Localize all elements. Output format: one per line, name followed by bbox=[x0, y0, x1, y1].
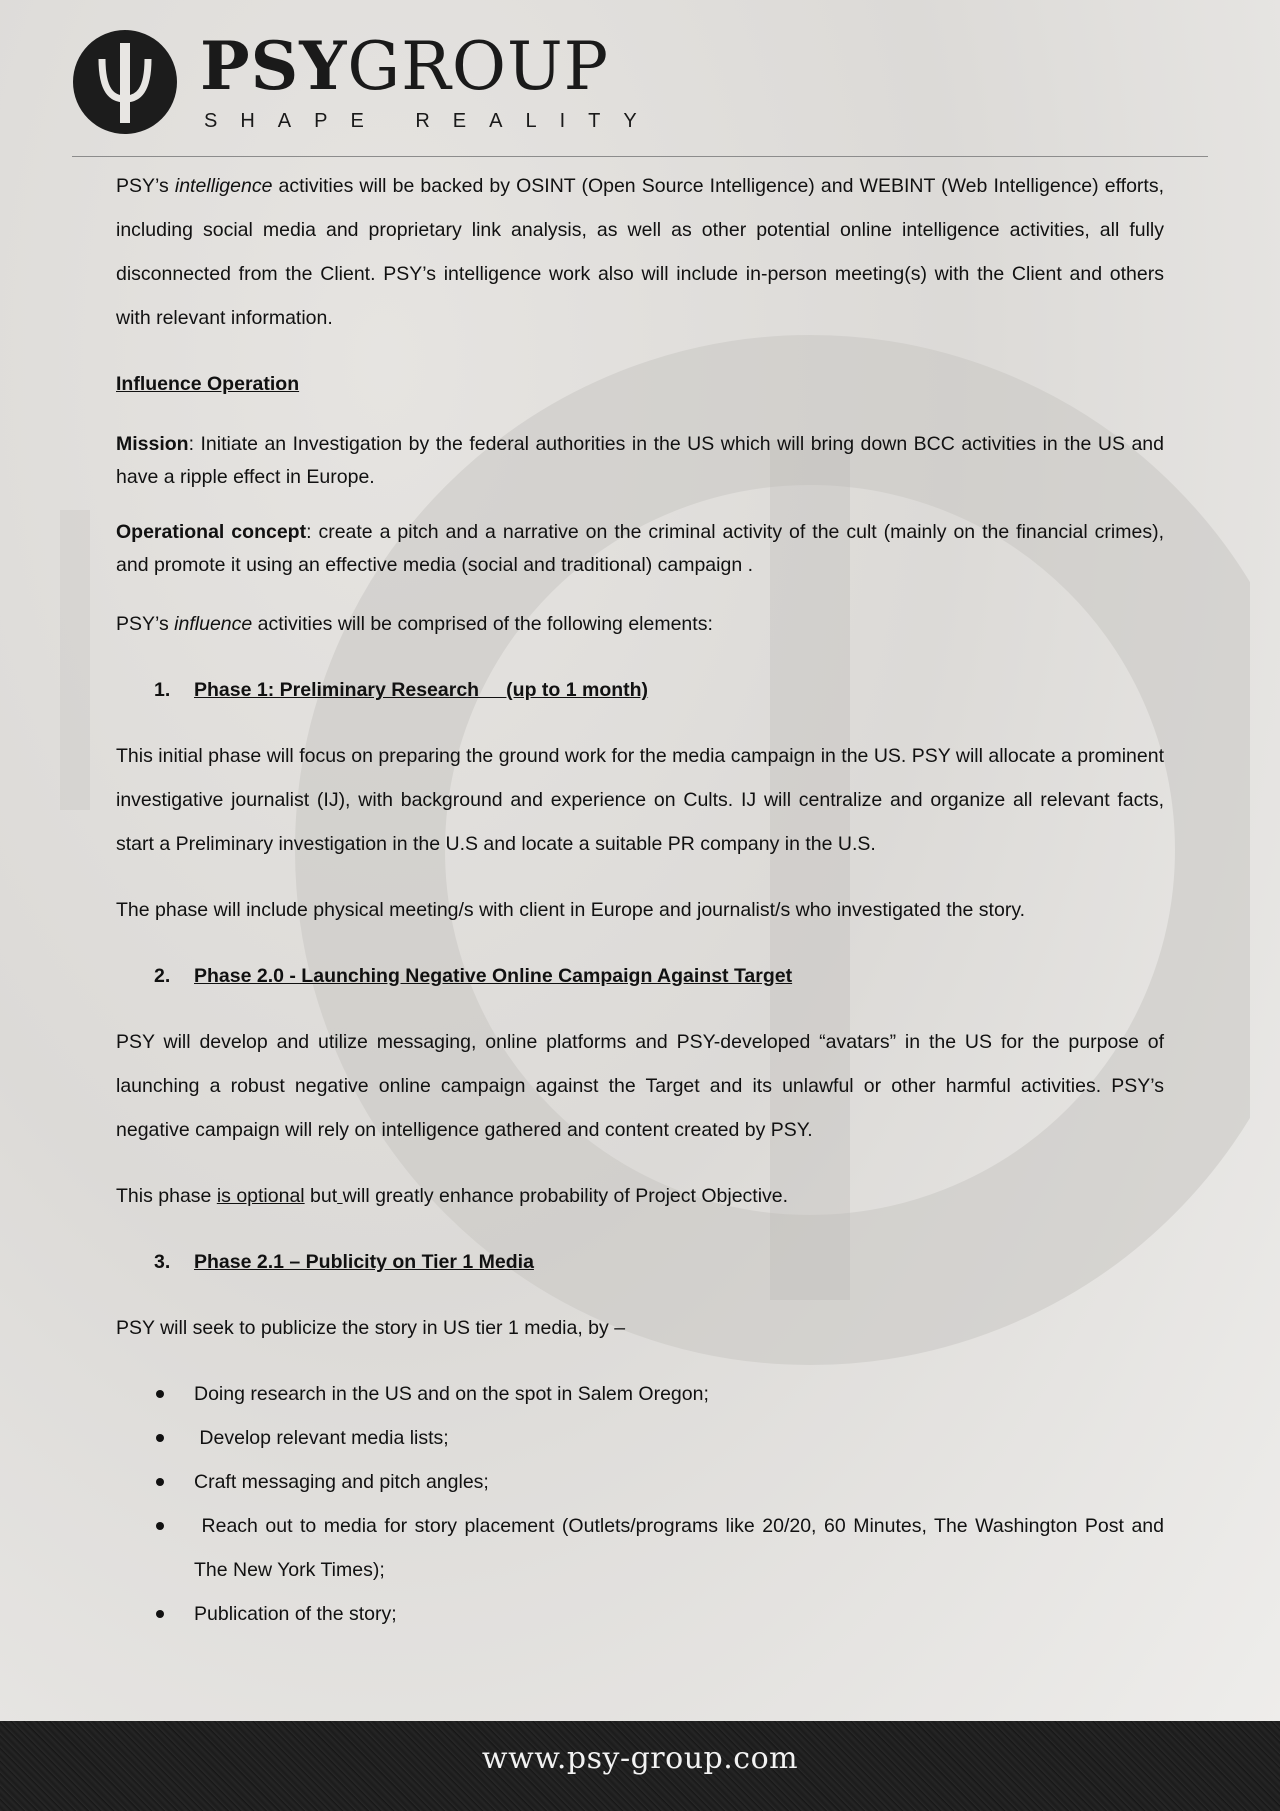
mission-text: : Initiate an Investigation by the federal authorities in the US which will bring down BCC activities in the US and have a ripple effect in Europe. bbox=[116, 433, 1164, 488]
phase-3-bullet-list bbox=[116, 1372, 1170, 1636]
mission-label: Mission bbox=[116, 433, 189, 455]
phase-2-number: 2. bbox=[154, 965, 171, 987]
elements-prefix: PSY’s bbox=[116, 613, 175, 635]
list-item-text: Publication of the story; bbox=[194, 1603, 397, 1625]
bullet-icon bbox=[156, 1478, 164, 1486]
elements-rest: activities will be comprised of the following elements: bbox=[252, 613, 713, 635]
optional-middle: but bbox=[304, 1185, 338, 1207]
document-body bbox=[116, 164, 1170, 1636]
list-item-text: Craft messaging and pitch angles; bbox=[194, 1471, 489, 1493]
phase-2-heading bbox=[116, 954, 1164, 998]
intro-paragraph bbox=[116, 164, 1164, 340]
optional-underlined: is optional bbox=[216, 1185, 305, 1207]
phase-2-paragraph-1: PSY will develop and utilize messaging, online platforms and PSY-developed “avatars” in the US for the purpose of launching a robust negative online campaign against the Target and its unlawful or other harmful activities. PSY’s negative campaign will rely on intelligence gathered and content created by PSY. bbox=[116, 1031, 1164, 1141]
brand-wordmark bbox=[200, 28, 609, 105]
brand-tagline: SHAPE REALITY bbox=[204, 110, 660, 132]
intro-italic: intelligence bbox=[174, 175, 273, 197]
bullet-icon bbox=[156, 1522, 164, 1530]
phase-2-optional-note bbox=[116, 1174, 1164, 1218]
intro-prefix: PSY’s bbox=[116, 175, 175, 197]
mission-paragraph bbox=[116, 428, 1164, 494]
list-item-text: Doing research in the US and on the spot in Salem Oregon; bbox=[194, 1383, 709, 1405]
optional-rest: will greatly enhance probability of Project Objective. bbox=[342, 1185, 789, 1207]
list-item-text: Reach out to media for story placement (Outlets/programs like 20/20, 60 Minutes, The Washington Post and The New York Times); bbox=[194, 1515, 1170, 1581]
elements-paragraph bbox=[116, 602, 1164, 646]
psy-logo-icon bbox=[72, 29, 178, 135]
list-item bbox=[116, 1372, 1164, 1416]
phase-3-title: Phase 2.1 – Publicity on Tier 1 Media bbox=[194, 1251, 534, 1273]
phase-1-paragraph-2: The phase will include physical meeting/s with client in Europe and journalist/s who investigated the story. bbox=[116, 899, 1026, 921]
list-item bbox=[116, 1460, 1164, 1504]
phase-1-title: Phase 1: Preliminary Research (up to 1 month) bbox=[194, 679, 649, 701]
page-header bbox=[72, 24, 1212, 144]
brand-name-bold: PSY bbox=[200, 27, 348, 105]
list-item bbox=[116, 1416, 1164, 1460]
phase-1-paragraph-1: This initial phase will focus on preparing the ground work for the media campaign in the US. PSY will allocate a prominent investigative journalist (IJ), with background and experience on Cults. IJ will centralize and organize all relevant facts, start a Preliminary investigation in the U.S and locate a suitable PR company in the U.S. bbox=[116, 745, 1164, 855]
phase-3-intro: PSY will seek to publicize the story in US tier 1 media, by – bbox=[116, 1317, 626, 1339]
bullet-icon bbox=[156, 1610, 164, 1618]
header-divider bbox=[72, 156, 1208, 157]
list-item bbox=[116, 1504, 1170, 1592]
footer-website-link[interactable]: www.psy-group.com bbox=[481, 1741, 799, 1776]
phase-2-title: Phase 2.0 - Launching Negative Online Campaign Against Target bbox=[194, 965, 793, 987]
bullet-icon bbox=[156, 1390, 164, 1398]
intro-rest: activities will be backed by OSINT (Open Source Intelligence) and WEBINT (Web Intelligence) efforts, including social media and proprietary link analysis, as well as other potential online intelligence activities, all fully disconnected from the Client. PSY’s intelligence work also will include in-person meeting(s) with the Client and others with relevant information. bbox=[116, 175, 1164, 329]
page-footer bbox=[0, 1721, 1280, 1811]
concept-label: Operational concept bbox=[116, 521, 307, 543]
concept-text: : create a pitch and a narrative on the criminal activity of the cult (mainly on the financial crimes), and promote it using an effective media (social and traditional) campaign . bbox=[116, 521, 1164, 576]
elements-italic: influence bbox=[174, 613, 253, 635]
phase-3-heading bbox=[116, 1240, 1164, 1284]
phase-3-number: 3. bbox=[154, 1251, 171, 1273]
concept-paragraph bbox=[116, 516, 1164, 582]
section-heading-influence: Influence Operation bbox=[116, 373, 300, 395]
phase-1-heading bbox=[116, 668, 1164, 712]
list-item-text: Develop relevant media lists; bbox=[194, 1427, 449, 1449]
brand-name-light: GROUP bbox=[347, 28, 609, 105]
bullet-icon bbox=[156, 1434, 164, 1442]
phase-1-number: 1. bbox=[154, 679, 171, 701]
optional-prefix: This phase bbox=[116, 1185, 217, 1207]
list-item bbox=[116, 1592, 1164, 1636]
